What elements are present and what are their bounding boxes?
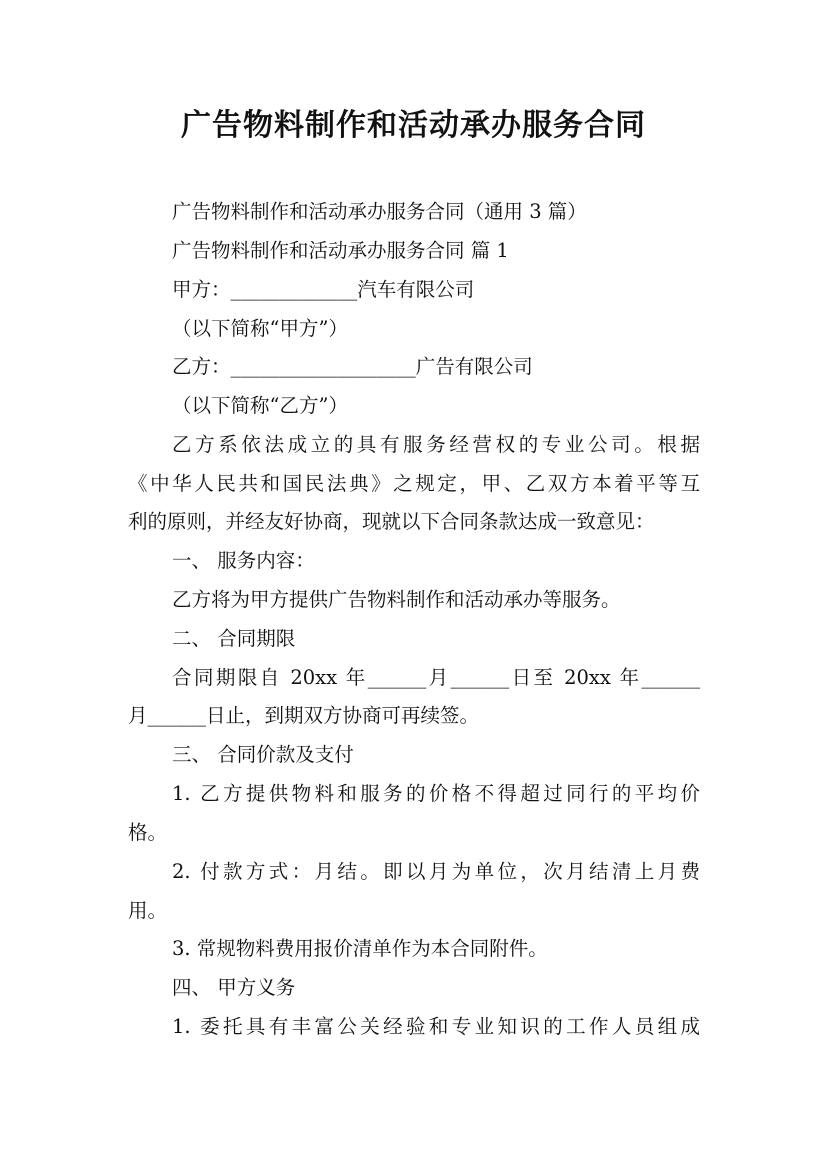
clause-heading: 四、 甲方义务 bbox=[172, 976, 296, 999]
paragraph-line: 月______日止，到期双方协商可再续签。 bbox=[128, 704, 480, 727]
clause-heading: 三、 合同价款及支付 bbox=[172, 743, 354, 766]
paragraph-line: 乙方系依法成立的具有服务经营权的专业公司。根据 bbox=[172, 433, 700, 456]
paragraph-line: 2. 付款方式：月结。即以月为单位，次月结清上月费 bbox=[172, 860, 700, 883]
clause-heading: 一、 服务内容： bbox=[172, 549, 315, 572]
subtitle-line: 广告物料制作和活动承办服务合同（通用 3 篇） bbox=[172, 200, 587, 223]
paragraph-line: 格。 bbox=[128, 821, 168, 844]
party-b-line: 乙方：___________________广告有限公司 bbox=[172, 355, 533, 378]
party-a-line: 甲方：_____________汽车有限公司 bbox=[172, 278, 475, 301]
paragraph-line: 1. 乙方提供物料和服务的价格不得超过同行的平均价 bbox=[172, 782, 700, 805]
document-title: 广告物料制作和活动承办服务合同 bbox=[181, 108, 646, 143]
paragraph-line: 合同期限自 20xx 年______月______日至 20xx 年______ bbox=[172, 666, 700, 689]
paragraph-line: 利的原则，并经友好协商，现就以下合同条款达成一致意见： bbox=[128, 510, 655, 533]
party-b-note: （以下简称“乙方”） bbox=[172, 394, 348, 417]
paragraph-line: 1. 委托具有丰富公关经验和专业知识的工作人员组成 bbox=[172, 1015, 700, 1038]
paragraph-line: 乙方将为甲方提供广告物料制作和活动承办等服务。 bbox=[172, 588, 621, 611]
party-a-note: （以下简称“甲方”） bbox=[172, 317, 348, 340]
paragraph-line: 3. 常规物料费用报价清单作为本合同附件。 bbox=[172, 937, 548, 960]
section-heading: 广告物料制作和活动承办服务合同 篇 1 bbox=[172, 239, 509, 262]
clause-heading: 二、 合同期限 bbox=[172, 627, 296, 650]
paragraph-line: 用。 bbox=[128, 899, 168, 922]
paragraph-line: 《中华人民共和国民法典》之规定，甲、乙双方本着平等互 bbox=[128, 472, 700, 495]
